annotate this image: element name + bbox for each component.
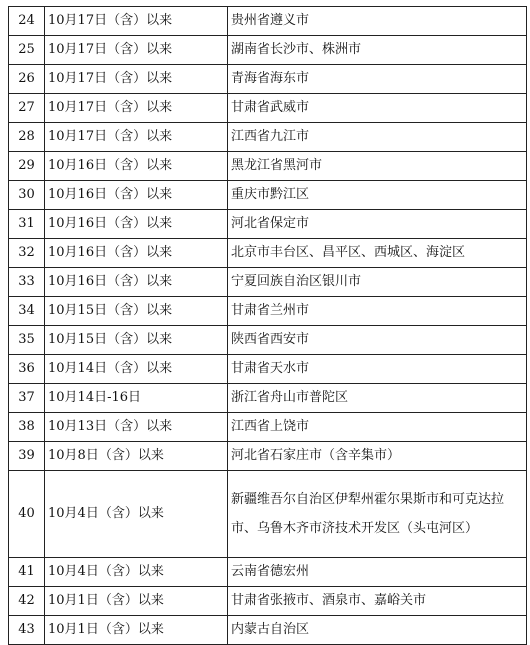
row-number: 40 <box>9 471 45 558</box>
table-row <box>9 616 527 645</box>
row-area: 青海省海东市 <box>228 65 527 94</box>
table-row <box>9 36 527 65</box>
row-area: 河北省石家庄市（含辛集市） <box>228 442 527 471</box>
row-area: 江西省九江市 <box>228 123 527 152</box>
row-number: 25 <box>9 36 45 65</box>
row-area: 江西省上饶市 <box>228 413 527 442</box>
row-area: 湖南省长沙市、株洲市 <box>228 36 527 65</box>
table-row <box>9 268 527 297</box>
row-number: 39 <box>9 442 45 471</box>
row-date: 10月14日-16日 <box>45 384 228 413</box>
row-date: 10月16日（含）以来 <box>45 152 228 181</box>
row-date: 10月1日（含）以来 <box>45 616 228 645</box>
row-area: 内蒙古自治区 <box>228 616 527 645</box>
row-date: 10月16日（含）以来 <box>45 181 228 210</box>
row-number: 34 <box>9 297 45 326</box>
row-number: 35 <box>9 326 45 355</box>
row-area: 陕西省西安市 <box>228 326 527 355</box>
table-row <box>9 65 527 94</box>
row-number: 29 <box>9 152 45 181</box>
row-number: 41 <box>9 558 45 587</box>
row-number: 26 <box>9 65 45 94</box>
row-date: 10月17日（含）以来 <box>45 94 228 123</box>
table-row <box>9 152 527 181</box>
row-number: 42 <box>9 587 45 616</box>
row-date: 10月16日（含）以来 <box>45 210 228 239</box>
row-number: 43 <box>9 616 45 645</box>
row-date: 10月17日（含）以来 <box>45 123 228 152</box>
row-area: 重庆市黔江区 <box>228 181 527 210</box>
table-row <box>9 181 527 210</box>
row-date: 10月4日（含）以来 <box>45 558 228 587</box>
row-number: 27 <box>9 94 45 123</box>
row-area: 浙江省舟山市普陀区 <box>228 384 527 413</box>
row-date: 10月17日（含）以来 <box>45 7 228 36</box>
table-row <box>9 355 527 384</box>
row-area: 甘肃省武威市 <box>228 94 527 123</box>
row-number: 24 <box>9 7 45 36</box>
row-date: 10月17日（含）以来 <box>45 36 228 65</box>
row-date: 10月4日（含）以来 <box>45 471 228 558</box>
row-number: 36 <box>9 355 45 384</box>
risk-area-table <box>8 6 527 645</box>
row-area: 云南省德宏州 <box>228 558 527 587</box>
table-row <box>9 7 527 36</box>
table-row <box>9 326 527 355</box>
table-row <box>9 210 527 239</box>
row-number: 28 <box>9 123 45 152</box>
row-number: 30 <box>9 181 45 210</box>
row-number: 32 <box>9 239 45 268</box>
row-date: 10月1日（含）以来 <box>45 587 228 616</box>
table-row <box>9 123 527 152</box>
row-date: 10月15日（含）以来 <box>45 326 228 355</box>
row-area: 河北省保定市 <box>228 210 527 239</box>
row-date: 10月17日（含）以来 <box>45 65 228 94</box>
row-date: 10月15日（含）以来 <box>45 297 228 326</box>
table-row <box>9 471 527 558</box>
row-area: 贵州省遵义市 <box>228 7 527 36</box>
table-row <box>9 587 527 616</box>
row-number: 38 <box>9 413 45 442</box>
table-row <box>9 442 527 471</box>
row-area: 北京市丰台区、昌平区、西城区、海淀区 <box>228 239 527 268</box>
row-number: 37 <box>9 384 45 413</box>
table-row <box>9 413 527 442</box>
row-area: 甘肃省张掖市、酒泉市、嘉峪关市 <box>228 587 527 616</box>
row-number: 33 <box>9 268 45 297</box>
row-date: 10月16日（含）以来 <box>45 239 228 268</box>
row-area: 甘肃省兰州市 <box>228 297 527 326</box>
row-date: 10月14日（含）以来 <box>45 355 228 384</box>
row-area: 甘肃省天水市 <box>228 355 527 384</box>
row-area: 黑龙江省黑河市 <box>228 152 527 181</box>
row-area: 宁夏回族自治区银川市 <box>228 268 527 297</box>
table-row <box>9 558 527 587</box>
row-date: 10月8日（含）以来 <box>45 442 228 471</box>
row-area: 新疆维吾尔自治区伊犁州霍尔果斯市和可克达拉市、乌鲁木齐市济技术开发区（头屯河区） <box>228 471 527 558</box>
table-row <box>9 384 527 413</box>
table-row <box>9 94 527 123</box>
row-date: 10月13日（含）以来 <box>45 413 228 442</box>
table-row <box>9 297 527 326</box>
row-date: 10月16日（含）以来 <box>45 268 228 297</box>
row-number: 31 <box>9 210 45 239</box>
table-row <box>9 239 527 268</box>
